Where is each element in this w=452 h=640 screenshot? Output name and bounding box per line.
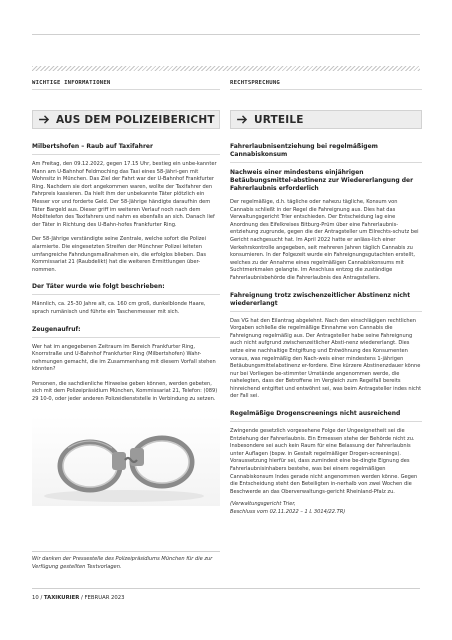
court-source <box>230 501 422 516</box>
issue-date: FEBRUAR 2023 <box>84 595 125 601</box>
case-heading: Milbertshofen – Raub auf Taxifahrer <box>32 143 220 155</box>
ruling-paragraph-1: Der regelmäßige, d.h. tägliche oder nahezu tägliche, Konsum von Cannabis schließt in der Regel die Fahreignung aus. Dies hat das Verwaltungsgericht Trier entschieden. Der Entscheidung lag eine Anordnung des Eifelkreises Bitburg-Prüm über eine Fahrerlaubnis-entziehung zugrunde, gegen die der Antragsteller um Eilrechts-schutz bei Gericht nachgesucht hat. Im April 2022 hatte er anläss-lich einer Verkehrskontrolle angegeben, seit mehreren Jahren täglich Cannabis zu konsumieren. In der Folgezeit wurde ein Fahreignungsgutachten erstellt, welches zu der Annahme eines regelmäßigen Cannabiskonsums mit Suchtmerkmalen gelangte. Im Anschluss entzog die zuständige Fahrerlaubnisbehörde die Fahrerlaubnis des Antragstellers. <box>230 199 419 281</box>
witness-paragraph-1: Wer hat im angegebenen Zeitraum im Bereich Frankfurter Ring, Knorrstraße und U-Bahnhof Frankfurter Ring (Milbertshofen) Wahr-nehmungen gemacht, die im Zusammenhang mit diesem Vorfall stehen könnten? <box>32 343 216 373</box>
arrow-right-icon <box>39 115 50 124</box>
subheading-drug-screenings: Regelmäßige Drogenscreenings nicht ausreichend <box>230 410 422 422</box>
arrow-right-icon <box>237 115 248 124</box>
right-column <box>230 80 422 517</box>
left-column <box>32 80 220 506</box>
witness-heading: Zeugenaufruf: <box>32 326 220 338</box>
subheading-fitness-not-regained: Fahreignung trotz zwischenzeitlicher Abstinenz nicht wiedererlangt <box>230 292 422 312</box>
suspect-heading: Der Täter wurde wie folgt beschrieben: <box>32 283 220 295</box>
court-source-line-1: (Verwaltungsgericht Trier, <box>230 501 296 508</box>
handcuffs-illustration <box>32 416 220 506</box>
banner-polizeibericht <box>32 110 220 129</box>
case-paragraph-2: Der 58-Jährige verständigte seine Zentrale, welche sofort die Polizei alarmierte. Die eingesetzten Streifen der Münchner Polizei leiteten umfangreiche Fahndungsmaßnahmen ein, die erfolglos blieben. Das Kommissariat 21 (Raubdelikt) hat die weiteren Ermittlungen über-nommen. <box>32 236 207 273</box>
magazine-name: TAXIKURIER <box>43 595 80 601</box>
footer-rule <box>32 588 420 589</box>
banner-urteile <box>230 110 422 129</box>
case-paragraph-1: Am Freitag, den 09.12.2022, gegen 17.15 Uhr, bestieg ein unbe-kannter Mann am U-Bahnhof Feldmoching das Taxi eines 58-Jähri-gen mit Wohnsitz in München. Das Ziel der Fahrt war der U-Bahnhof Frankfurter Ring. Nachdem sie dort angekommen waren, wollte der Taxifahrer den Fahrpreis kassieren. Da hielt ihm der unbekannte Täter plötzlich ein Messer vor und forderte Geld. Der 58-Jährige händigte daraufhin dem Täter Bargeld aus. Dieser griff im weiteren Verlauf noch nach dem Mobiltelefon des Taxifahrers und nahm es ebenfalls an sich. Danach lief der Täter in Richtung des U-Bahn-hofes Frankfurter Ring. <box>32 161 217 228</box>
banner-title: AUS DEM POLIZEIBERICHT <box>56 113 215 126</box>
witness-paragraph-2: Personen, die sachdienliche Hinweise geben können, werden gebeten, sich mit dem Polizeipräsidium München, Kommissariat 21, Telefon: (089) 29 10-0, oder jeder anderen Polizeidienststelle in Verbindung zu setzen. <box>32 380 218 403</box>
top-rule <box>32 34 420 35</box>
ruling-paragraph-3: Zwingende gesetzlich vorgesehene Folge der Ungeeignetheit sei die Entziehung der Fahrerlaubnis. Ein Ermessen stehe der Behörde nicht zu. Insbesondere sei auch kein Raum für eine Belassung der Fahrerlaubnis unter Auflagen (bspw. in Gestalt regelmäßiger Drogen-screenings). Voraussetzung hierfür sei, dass zumindest eine be-dingte Eignung des Fahrerlaubnisinhabers bestehe, was bei einem regelmäßigen Cannabiskonsum Indes gerade nicht angenommen werden könne. Gegen die Entscheidung steht den Beteiligten in-nerhalb von zwei Wochen die Beschwerde an das Oberverwaltungs-gericht Rheinland-Pfalz zu. <box>230 428 418 495</box>
section-label-right: RECHTSPRECHUNG <box>230 80 422 90</box>
suspect-description: Männlich, ca. 25-30 Jahre alt, ca. 160 cm groß, dunkelblonde Haare, sprach rumänisch und führte ein Taschenmesser mit sich. <box>32 301 206 315</box>
court-source-line-2: Beschluss vom 02.11.2022 – 1 L 3014/22.TR) <box>230 509 346 515</box>
page-number: 10 <box>32 595 39 601</box>
page-footer: 10 / TAXIKURIER / FEBRUAR 2023 <box>32 595 125 601</box>
subheading-abstinence-proof: Nachweis einer mindestens einjährigen Betäubungsmittel-abstinenz zur Wiedererlangung der Fahrerlaubnis erforderlich <box>230 169 414 192</box>
photo-credit-caption: Wir danken der Pressestelle des Polizeipräsidiums München für die zur Verfügung gestellten Textvorlagen. <box>32 551 220 571</box>
section-label-left: WICHTIGE INFORMATIONEN <box>32 80 220 90</box>
ruling-heading: Fahrerlaubnisentziehung bei regelmäßigem Cannabiskonsum <box>230 143 422 163</box>
banner-title: URTEILE <box>254 113 304 126</box>
hatched-divider <box>32 66 420 71</box>
ruling-paragraph-2: Das VG hat den Eilantrag abgelehnt. Nach den einschlägigen rechtlichen Vorgaben schließe die regelmäßige Einnahme von Cannabis die Fahreignung regelmäßig aus. Der Antragsteller habe seine Fahreignung auch nicht aufgrund zwischenzeitlicher Absti-nenz wiedererlangt. Dies setze eine nachhaltige Entgiftung und Entwöhnung des Konsumenten voraus, was regelmäßig den Nach-weis einer mindestens 1-jährigen Betäubungsmittelabstinenz er-fordere. Eine kürzere Abstinenzdauer könne nur bei Vorliegen be-stimmter Umstände angenommen werde, die nahelegten, dass der Betroffene im Vergleich zum Regelfall bereits hinreichend entgiftet und entwöhnt sei, was beim Antragsteller indes nicht der Fall sei. <box>230 317 422 400</box>
